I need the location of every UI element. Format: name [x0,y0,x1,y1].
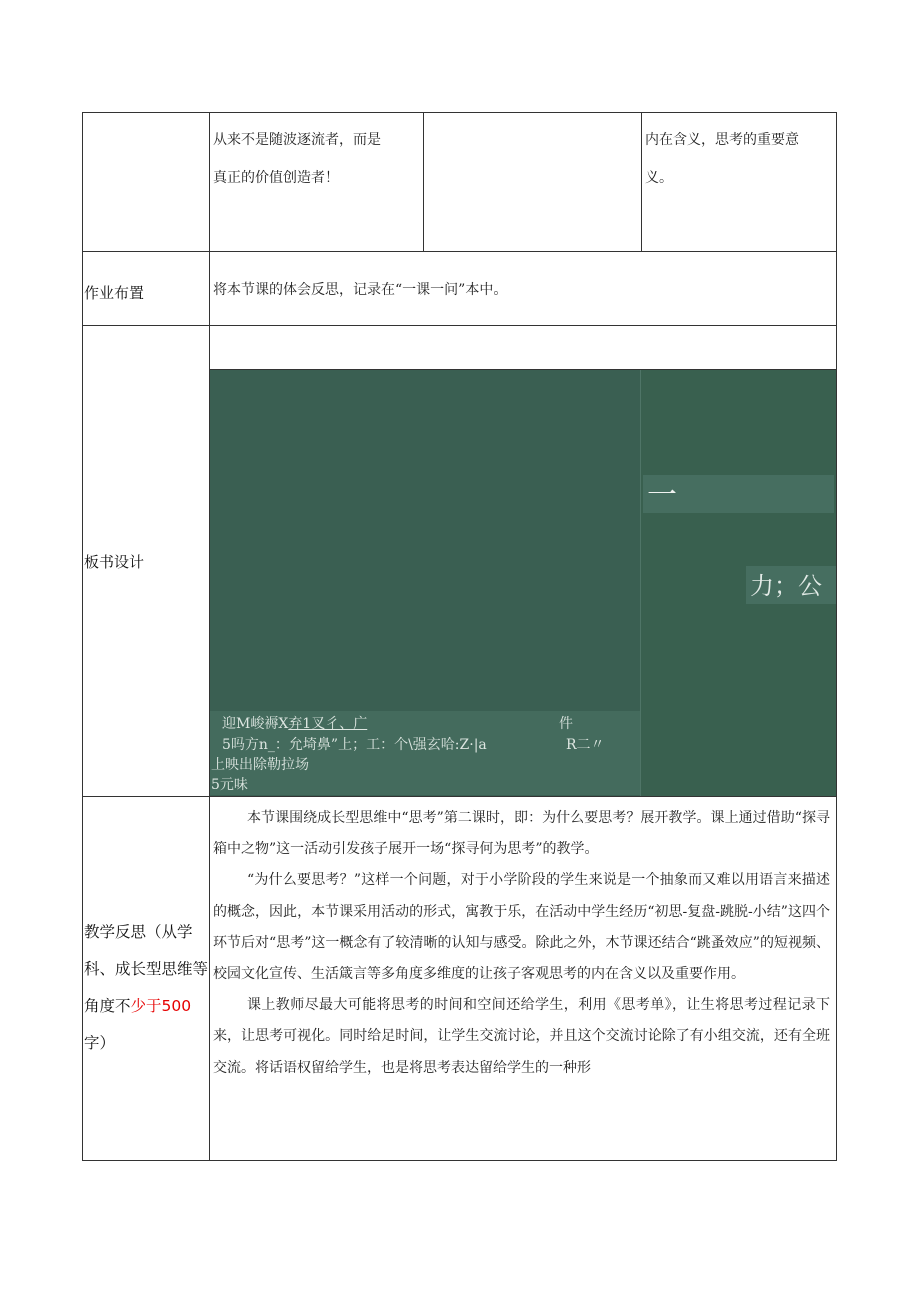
board-text-line: 5元味 [211,777,248,793]
reflection-paragraph: 课上教师尽最大可能将思考的时间和空间还给学生，利用《思考单》，让生将思考过程记录下来，让思考可视化。同时给足时间，让学生交流讨论，并且这个交流讨论除了有小组交流，还有全班交流。将话语权留给学生，也是将思考表达留给学生的一种形 [213,997,830,1076]
empty-cell [424,113,642,251]
board-text-line: R二〃 [566,737,605,753]
cell-text [210,113,424,251]
cell-line: 真正的价值创造者！ [213,170,339,186]
empty-label-cell [83,113,210,251]
homework-label: 作业布置 [83,252,210,325]
reflection-label-line: 教学反思（从学 [84,923,193,941]
reflection-label [83,797,210,1160]
board-dash: 一 [647,478,677,513]
cell-line: 内在含义，思考的重要意 [645,132,799,148]
table-row-homework [83,251,836,325]
reflection-label-line: 科、成长型思维等 [84,960,209,978]
table-row-board-design [83,325,836,796]
board-text-line: 上映出除勒拉场 [211,757,309,773]
reflection-content [210,797,836,1160]
reflection-label-line [84,988,209,1025]
board-design-label: 板书设计 [83,326,210,796]
board-text-underlined: 弃1叉彳、广 [288,716,368,732]
reflection-paragraph: 本节课围绕成长型思维中“思考”第二课时，即：为什么要思考？展开教学。课上通过借助“探寻箱中之物”这一活动引发孩子展开一场“探寻何为思考”的教学。 [213,810,830,858]
label-text: 角度不 [84,997,131,1015]
reflection-label-line: 字） [84,1034,116,1052]
board-text-line: 5吗方n_：允埼鼻”上；工：个\强玄哈:Z·|a [222,737,487,753]
label-text-red: 少于500 [130,997,192,1015]
cell-line: 从来不是随波逐流者，而是 [213,132,381,148]
board-text: 迎M峻褥X [222,716,289,732]
blank-strip [210,326,836,370]
reflection-paragraph: “为什么要思考？”这样一个问题，对于小学阶段的学生来说是一个抽象而又难以用语言来描述的概念，因此，本节课采用活动的形式，寓教于乐，在活动中学生经历“初思-复盘-跳脱-小结”这四个环节后对“思考”这一概念有了较清晰的认知与感受。除此之外，木节课还结合“跳蚤效应”的短视频、校园文化宣传、生活箴言等多角度多维度的让孩子客观思考的内在含义以及重要作用。 [213,872,830,983]
board-right-text: 力；公 [750,572,822,600]
blackboard-image [210,370,836,796]
table-row-reflection [83,796,836,1160]
cell-line: 义。 [645,170,673,186]
table-row [83,113,836,251]
lesson-plan-table [82,112,837,1161]
board-text-line: 件 [559,716,573,732]
cell-text [642,113,836,251]
homework-content: 将本节课的体会反思，记录在“一课一问”本中。 [213,282,508,298]
board-text-line [222,713,367,733]
